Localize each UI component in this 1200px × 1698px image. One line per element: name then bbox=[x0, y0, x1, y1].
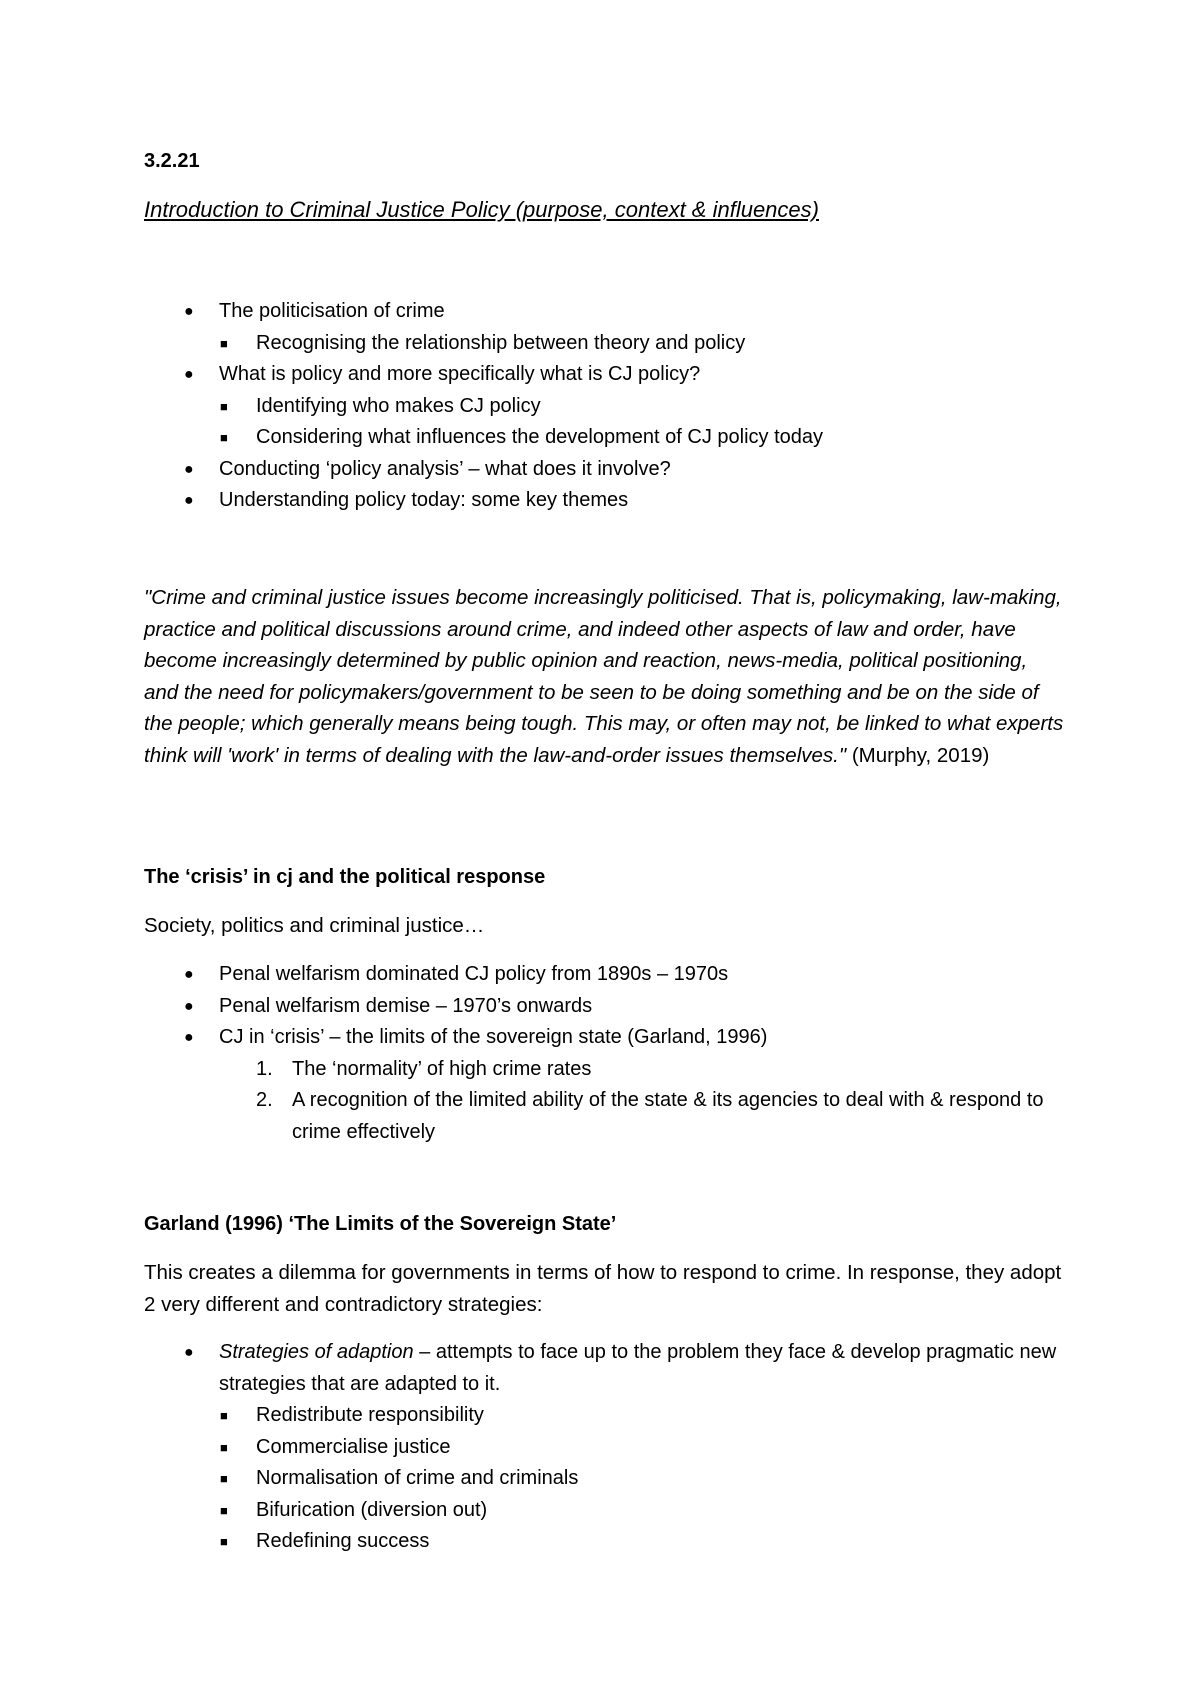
document-title: Introduction to Criminal Justice Policy (purpose, context & influences) bbox=[144, 197, 819, 222]
bullet-icon: ● bbox=[184, 1344, 194, 1361]
list-item bbox=[144, 1337, 1064, 1400]
list-item: ■ Recognising the relationship between theory and policy bbox=[144, 328, 823, 360]
quote-citation: (Murphy, 2019) bbox=[851, 743, 990, 767]
list-item: ● Understanding policy today: some key themes bbox=[144, 485, 823, 517]
crisis-intro: Society, politics and criminal justice… bbox=[144, 914, 485, 937]
garland-list bbox=[144, 1337, 1064, 1558]
square-bullet-icon: ■ bbox=[220, 1502, 228, 1518]
strategy-label: Strategies of adaption bbox=[219, 1341, 414, 1363]
bullet-icon: ● bbox=[184, 460, 194, 478]
square-bullet-icon: ■ bbox=[220, 398, 228, 414]
garland-intro: This creates a dilemma for governments in terms of how to respond to crime. In response, they adopt 2 very different and contradictory strategies: bbox=[144, 1261, 1062, 1316]
list-item: ■ Redefining success bbox=[144, 1526, 1064, 1558]
item-number: 1. bbox=[256, 1057, 273, 1080]
list-item: ● The politicisation of crime bbox=[144, 296, 823, 328]
list-item: ■ Identifying who makes CJ policy bbox=[144, 391, 823, 423]
list-item: ■ Redistribute responsibility bbox=[144, 1400, 1064, 1432]
section-heading-garland: Garland (1996) ‘The Limits of the Sovereign State’ bbox=[144, 1213, 617, 1235]
document-date: 3.2.21 bbox=[144, 150, 200, 172]
list-item: ■ Normalisation of crime and criminals bbox=[144, 1463, 1064, 1495]
quote-text: "Crime and criminal justice issues become increasingly politicised. That is, policymaking, law-making, practice and political discussions around crime, and indeed other aspects of law and order, have become increasingly determined by public opinion and reaction, news-media, political positioning, and the need for policymakers/government to be seen to be doing something and be on the side of the people; which generally means being tough. This may, or often may not, be linked to what experts think will 'work' in terms of dealing with the law-and-order issues themselves." bbox=[144, 586, 1064, 767]
numbered-item: 1. The ‘normality’ of high crime rates bbox=[144, 1054, 1064, 1086]
square-bullet-icon: ■ bbox=[220, 430, 228, 445]
strategy-text: – attempts to face up to the problem they face & develop pragmatic new strategies that are adapted to it. bbox=[219, 1341, 1057, 1395]
document-page bbox=[144, 0, 1064, 1698]
bullet-icon: ● bbox=[184, 966, 194, 983]
square-bullet-icon: ■ bbox=[220, 1471, 228, 1486]
list-item: ■ Considering what influences the development of CJ policy today bbox=[144, 422, 823, 454]
murphy-quote bbox=[144, 582, 1064, 771]
list-item: ● Penal welfarism demise – 1970’s onwards bbox=[144, 991, 1064, 1023]
numbered-item: 2. A recognition of the limited ability of the state & its agencies to deal with & respond to crime effectively bbox=[144, 1085, 1064, 1148]
list-item: ● Conducting ‘policy analysis’ – what does it involve? bbox=[144, 454, 823, 486]
square-bullet-icon: ■ bbox=[220, 1408, 228, 1423]
list-item: ■ Bifurication (diversion out) bbox=[144, 1495, 1064, 1527]
square-bullet-icon: ■ bbox=[220, 1534, 228, 1549]
section-heading-crisis: The ‘crisis’ in cj and the political response bbox=[144, 866, 546, 888]
bullet-icon: ● bbox=[184, 492, 194, 509]
list-item: ● Penal welfarism dominated CJ policy from 1890s – 1970s bbox=[144, 959, 1064, 991]
square-bullet-icon: ■ bbox=[220, 1439, 228, 1455]
item-number: 2. bbox=[256, 1089, 273, 1111]
square-bullet-icon: ■ bbox=[220, 335, 228, 351]
crisis-list bbox=[144, 959, 1064, 1148]
list-item: ● What is policy and more specifically what is CJ policy? bbox=[144, 359, 823, 391]
list-item: ■ Commercialise justice bbox=[144, 1432, 1064, 1464]
bullet-icon: ● bbox=[184, 997, 194, 1015]
bullet-icon: ● bbox=[184, 366, 194, 383]
outline-list bbox=[144, 296, 823, 517]
list-item: ● CJ in ‘crisis’ – the limits of the sovereign state (Garland, 1996) bbox=[144, 1022, 1064, 1054]
bullet-icon: ● bbox=[184, 1029, 194, 1046]
bullet-icon: ● bbox=[184, 303, 194, 320]
